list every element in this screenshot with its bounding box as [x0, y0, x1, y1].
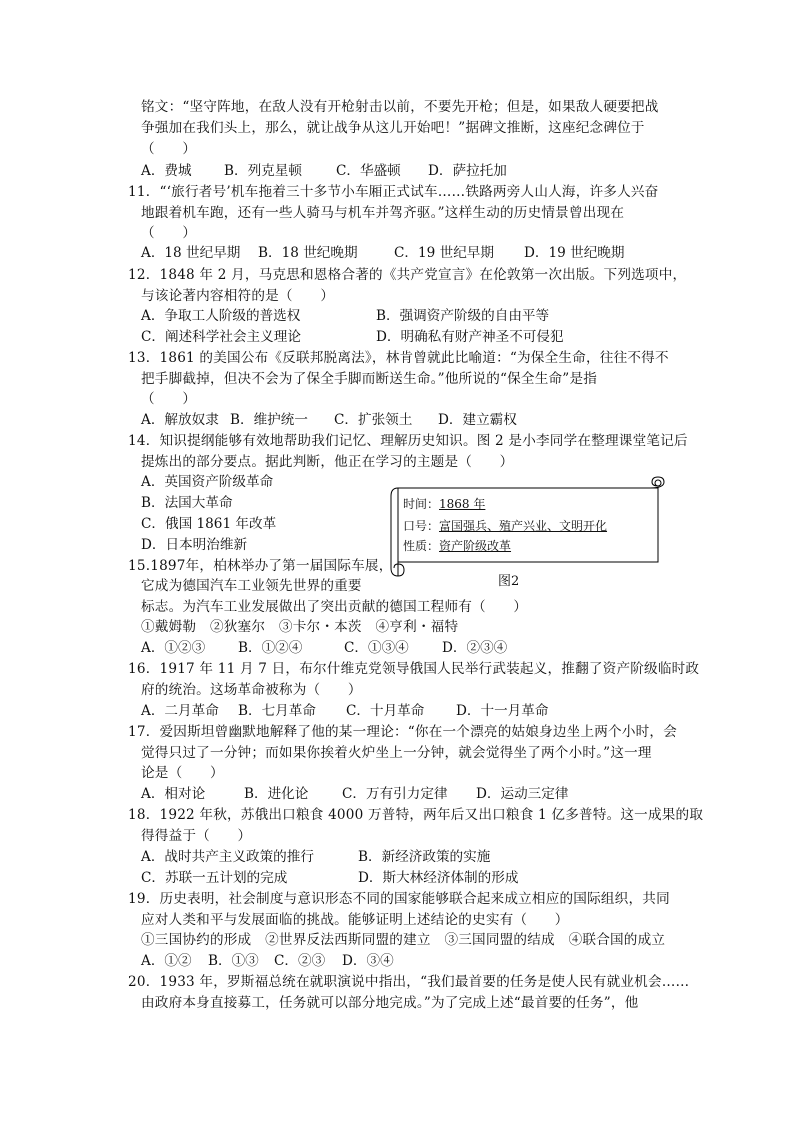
q19-text-line-2: 应对人类和平与发展面临的挑战。能够证明上述结论的史实有（ ）: [141, 912, 569, 928]
q20-text-line-1: 20．1933 年，罗斯福总统在就职演说中指出，“我们最首要的任务是使人民有就业机会……: [128, 974, 690, 990]
q20-text-line-2: 由政府本身直接募工，任务就可以部分地完成。”为了完成上述“最首要的任务”，他: [141, 995, 639, 1011]
q13-text-line-2: 把手脚截掉，但决不会为了保全手脚而断送生命。”他所说的“保全生命”是指: [141, 371, 598, 387]
q12-option-c: C．阐述科学社会主义理论: [141, 329, 301, 345]
q16-text-line-2: 府的统治。这场革命被称为（ ）: [141, 682, 362, 698]
q18-option-c: C．苏联一五计划的完成: [141, 870, 288, 886]
q15-option-a: A．①②③: [141, 640, 206, 656]
q19-items: ①三国协约的形成 ②世界反法西斯同盟的建立 ③三国同盟的结成 ④联合国的成立: [141, 932, 666, 948]
q16-option-d: D．十一月革命: [456, 703, 549, 719]
q12-option-a: A．争取工人阶级的普选权: [141, 308, 301, 324]
q14-option-c: C．俄国 1861 年改革: [141, 516, 277, 532]
q17-text-line-3: 论是（ ）: [141, 765, 224, 781]
q11-option-d: D．19 世纪晚期: [524, 245, 625, 261]
figure-nature-row: [403, 538, 511, 554]
q11-blank: （ ）: [141, 225, 197, 241]
q14-text-line-1: 14．知识提纲能够有效地帮助我们记忆、理解历史知识。图 2 是小李同学在整理课堂笔记后: [128, 433, 688, 449]
q19-option-a: A．①②: [141, 953, 192, 969]
q19-option-c: C．②③: [274, 953, 326, 969]
q18-option-d: D．斯大林经济体制的形成: [358, 870, 519, 886]
q17-option-d: D．运动三定律: [476, 786, 569, 802]
q15-text-line-2: 它成为德国汽车工业领先世界的重要: [141, 578, 362, 594]
q15-text-line-3: 标志。为汽车工业发展做出了突出贡献的德国工程师有（ ）: [141, 599, 528, 615]
q15-text-line-1: 15.1897年，柏林举办了第一届国际车展，: [128, 558, 393, 574]
figure-2-scroll: [388, 476, 670, 580]
q15-option-c: C．①③④: [344, 640, 409, 656]
q15-option-d: D．②③④: [442, 640, 508, 656]
q16-text-line-1: 16．1917 年 11 月 7 日，布尔什维克党领导俄国人民举行武装起义，推翻了资产阶级临时政: [128, 661, 700, 677]
q15-items: ①戴姆勒 ②狄塞尔 ③卡尔・本茨 ④亨利・福特: [141, 619, 459, 635]
q10-option-a: A．费城: [141, 163, 192, 179]
q17-text-line-2: 觉得只过了一分钟；而如果你挨着火炉坐上一分钟，就会觉得坐了两个小时。”这一理: [141, 745, 652, 761]
q19-option-d: D．③④: [342, 953, 394, 969]
q10-option-b: B．列克星顿: [224, 163, 302, 179]
q14-text-line-2: 提炼出的部分要点。据此判断，他正在学习的主题是（ ）: [141, 454, 514, 470]
q10-text-line-1: 铭文：“坚守阵地，在敌人没有开枪射击以前，不要先开枪；但是，如果敌人硬要把战: [141, 99, 659, 115]
q17-option-c: C．万有引力定律: [342, 786, 448, 802]
q18-text-line-1: 18．1922 年秋，苏俄出口粮食 4000 万普特，两年后又出口粮食 1 亿多普特。这一成果的取: [128, 807, 704, 823]
q10-option-d: D．萨拉托加: [428, 163, 507, 179]
q14-option-b: B．法国大革命: [141, 495, 233, 511]
q13-blank: （ ）: [141, 391, 197, 407]
figure-2-caption: 图2: [498, 574, 520, 589]
q11-option-c: C．19 世纪早期: [394, 245, 494, 261]
figure-time-label: 时间：: [403, 497, 440, 511]
q13-option-b: B．维护统一: [230, 412, 308, 428]
figure-slogan-row: [403, 518, 607, 534]
q14-option-a: A．英国资产阶级革命: [141, 474, 274, 490]
q18-option-a: A．战时共产主义政策的推行: [141, 849, 314, 865]
q11-text-line-1: 11．“‘旅行者号’机车拖着三十多节小车厢正式试车……铁路两旁人山人海，许多人兴奋: [128, 184, 659, 200]
q11-text-line-2: 地跟着机车跑，还有一些人骑马与机车并驾齐驱。”这样生动的历史情景曾出现在: [141, 205, 625, 221]
q10-text-line-2: 争强加在我们头上，那么，就让战争从这儿开始吧！”据碑文推断，这座纪念碑位于: [141, 120, 645, 136]
q12-option-b: B．强调资产阶级的自由平等: [376, 308, 550, 324]
q11-option-a: A．18 世纪早期: [141, 245, 241, 261]
q17-option-a: A．相对论: [141, 786, 206, 802]
q13-option-d: D．建立霸权: [438, 412, 517, 428]
q18-text-line-2: 得得益于（ ）: [141, 828, 252, 844]
figure-time-row: [403, 496, 485, 512]
figure-nature-label: 性质：: [403, 539, 440, 553]
q19-option-b: B．①③: [208, 953, 259, 969]
q12-text-line-1: 12．1848 年 2 月，马克思和恩格合著的《共产党宣言》在伦敦第一次出版。下列选项中，: [128, 267, 687, 283]
q14-option-d: D．日本明治维新: [141, 537, 248, 553]
q11-option-b: B．18 世纪晚期: [258, 245, 358, 261]
q13-text-line-1: 13．1861 的美国公布《反联邦脱离法》，林肯曾就此比喻道：“为保全生命，往往不得不: [128, 350, 669, 366]
q12-text-line-2: 与该论著内容相符的是（ ）: [141, 288, 335, 304]
q15-option-b: B．①②④: [238, 640, 303, 656]
q18-option-b: B．新经济政策的实施: [358, 849, 491, 865]
q10-blank: （ ）: [141, 141, 197, 157]
q17-text-line-1: 17．爱因斯坦曾幽默地解释了他的某一理论：“你在一个漂亮的姑娘身边坐上两个小时，会: [128, 724, 678, 740]
q16-option-a: A．二月革命: [141, 703, 219, 719]
figure-nature-value: 资产阶级改革: [439, 539, 512, 553]
q12-option-d: D．明确私有财产神圣不可侵犯: [376, 329, 564, 345]
q13-option-a: A．解放奴隶: [141, 412, 219, 428]
q10-option-c: C．华盛顿: [336, 163, 401, 179]
q19-text-line-1: 19．历史表明，社会制度与意识形态不同的国家能够联合起来成立相应的国际组织，共同: [128, 891, 670, 907]
figure-slogan-label: 口号：: [403, 519, 440, 533]
figure-time-value: 1868 年: [439, 497, 486, 511]
q13-option-c: C．扩张领土: [334, 412, 413, 428]
q16-option-c: C．十月革命: [346, 703, 425, 719]
q16-option-b: B．七月革命: [238, 703, 316, 719]
q17-option-b: B．进化论: [244, 786, 309, 802]
figure-slogan-value: 富国强兵、殖产兴业、文明开化: [439, 519, 608, 533]
